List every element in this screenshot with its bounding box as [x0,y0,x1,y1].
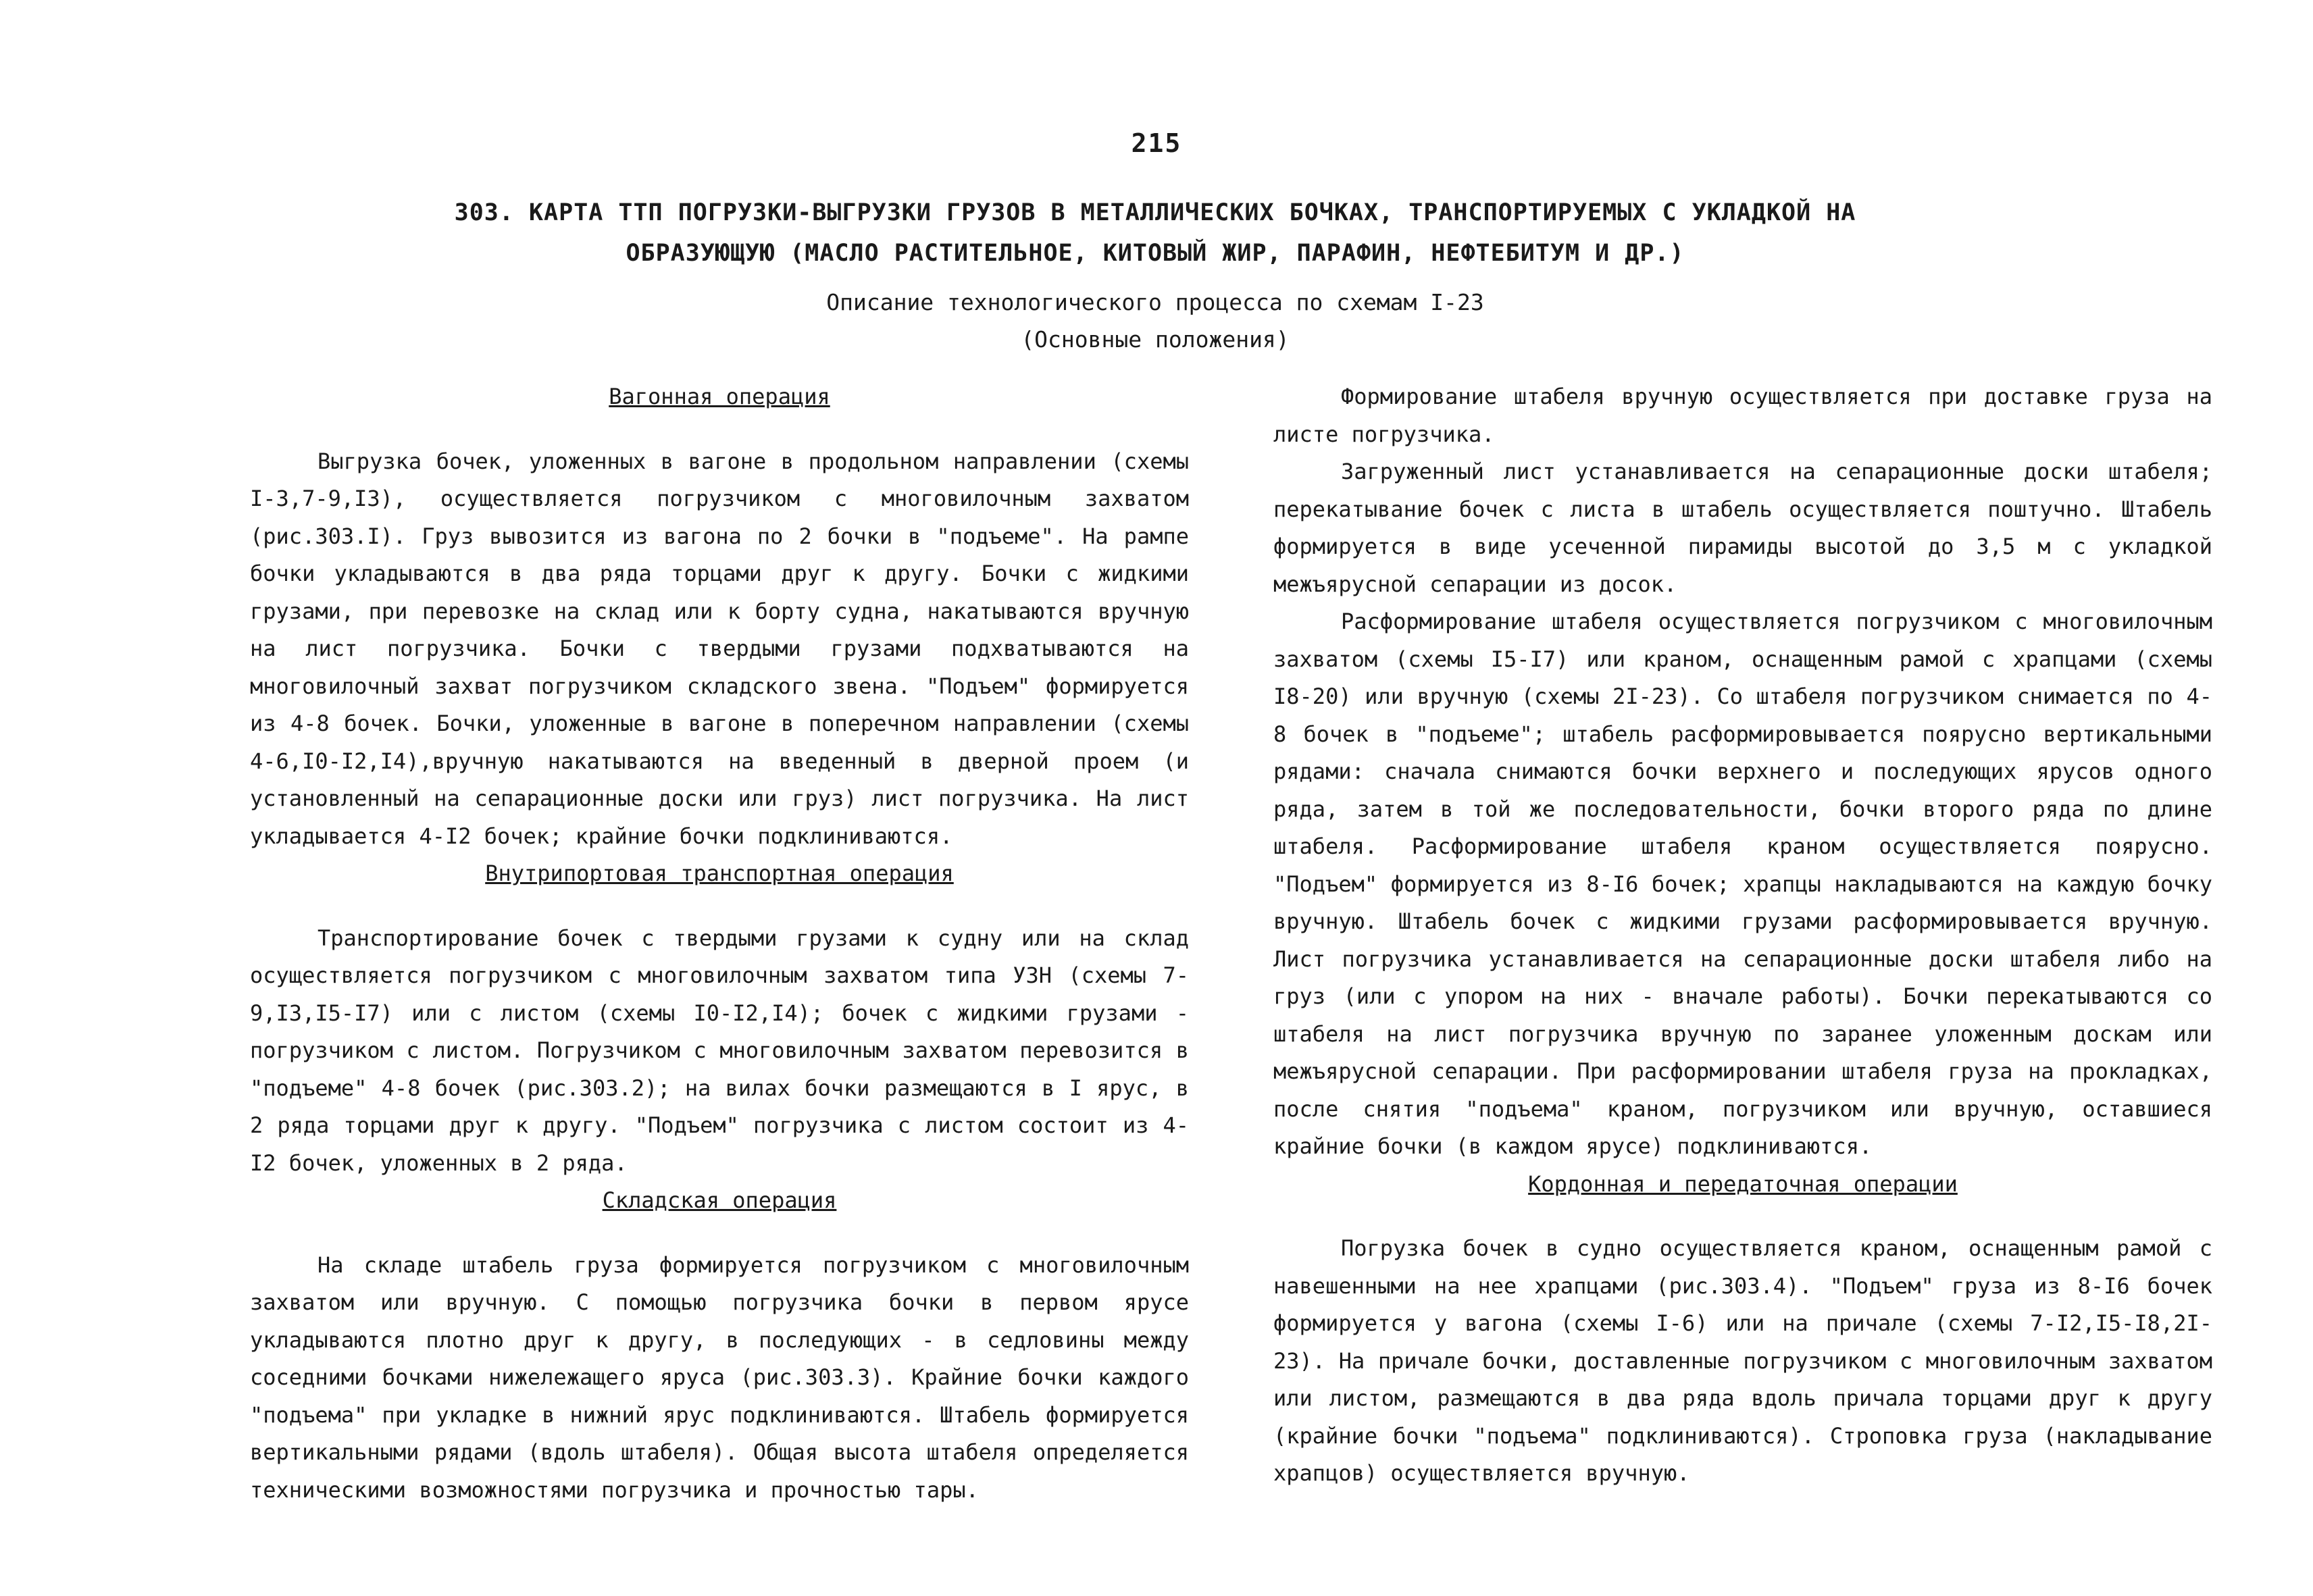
intraport-operation-paragraph: Транспортирование бочек с твердыми грузами к судну или на склад осуществляется погрузчиком с многовилочным захватом типа УЗН (схемы 7-9,I3,I5-I7) или с листом (схемы I0-I2,I4); бочек с жидкими грузами - погрузчиком с листом. Погрузчиком с многовилочным захватом перевозится в "подъеме" 4-8 бочек (рис.303.2); на вилах бочки размещаются в I ярус, в 2 ряда торцами друг к другу. "Подъем" погрузчика с листом состоит из 4-I2 бочек, уложенных в 2 ряда. [250,925,1190,1176]
intraport-operation-heading: Внутрипортовая транспортная операция [485,860,954,886]
document-title [405,192,1905,274]
document-subtitle [608,284,1702,358]
wagon-operation-paragraph: Выгрузка бочек, уложенных в вагоне в продольном направлении (схемы I-3,7-9,I3), осуществляется погрузчиком с многовилочным захватом (рис.303.I). Груз вывозится из вагона по 2 бочки в "подъеме". На рампе бочки укладываются в два ряда торцами друг к другу. Бочки с жидкими грузами, при перевозке на склад или к борту судна, накатываются вручную на лист погрузчика. Бочки с твердыми грузами подхватываются на многовилочный захват погрузчиком складского звена. "Подъем" формируется из 4-8 бочек. Бочки, уложенные в вагоне в поперечном направлении (схемы 4-6,I0-I2,I4),вручную накатываются на введенный в дверной проем (и установленный на сепарационные доски или груз) лист погрузчика. На лист укладывается 4-I2 бочек; крайние бочки подклиниваются. [250,448,1189,849]
cordon-operation-heading: Кордонная и передаточная операции [1528,1170,1958,1197]
title-line-2: ОБРАЗУЮЩУЮ (МАСЛО РАСТИТЕЛЬНОЕ, КИТОВЫЙ ЖИР, ПАРАФИН, НЕФТЕБИТУМ И ДР.) [626,240,1685,267]
warehouse-operation-heading: Складская операция [602,1187,837,1213]
page-number: 215 [1131,128,1182,158]
stack-dismantling-paragraph: Расформирование штабеля осуществляется погрузчиком с многовилочным захватом (схемы I5-I7) или краном, оснащенным рамой с храпцами (схемы I8-20) или вручную (схемы 2I-23). Со штабеля погрузчиком снимается по 4-8 бочек в "подъеме"; штабель расформировывается поярусно вертикальными рядами: сначала снимаются бочки верхнего и последующих ярусов одного ряда, затем в той же последовательности, бочки второго ряда по длине штабеля. Расформирование штабеля краном осуществляется поярусно. "Подъем" формируется из 8-I6 бочек; храпцы накладываются на каждую бочку вручную. Штабель бочек с жидкими грузами расформировывается вручную. Лист погрузчика устанавливается на сепарационные доски штабеля либо на груз (или с упором на них - вначале работы). Бочки перекатываются со штабеля на лист погрузчика вручную по заранее уложенным доскам или межъярусной сепарации. При расформировании штабеля груза на прокладках, после снятия "подъема" краном, погрузчиком или вручную, оставшиеся крайние бочки (в каждом ярусе) подклиниваются. [1273,609,2212,1159]
stack-manual-paragraph: Формирование штабеля вручную осуществляется при доставке груза на листе погрузчика. [1273,384,2212,447]
title-line-1: 303. КАРТА ТТП ПОГРУЗКИ-ВЫГРУЗКИ ГРУЗОВ В МЕТАЛЛИЧЕСКИХ БОЧКАХ, ТРАНСПОРТИРУЕМЫХ С УКЛАДКОЙ НА [454,199,1856,226]
subtitle-line-1: Описание технологического процесса по схемам I-23 [826,289,1484,315]
warehouse-operation-paragraph: На складе штабель груза формируется погрузчиком с многовилочным захватом или вручную. С помощью погрузчика бочки в первом ярусе укладываются плотно друг к другу, в последующих - в седловины между соседними бочками нижележащего яруса (рис.303.3). Крайние бочки каждого "подъема" при укладке в нижний ярус подклиниваются. Штабель формируется вертикальными рядами (вдоль штабеля). Общая высота штабеля определяется техническими возможностями погрузчика и прочностью тары. [250,1252,1189,1503]
right-column [1273,378,2212,1493]
left-column [250,378,1189,1509]
subtitle-line-2: (Основные положения) [1021,326,1290,353]
wagon-operation-heading: Вагонная операция [609,384,830,409]
loaded-sheet-paragraph: Загруженный лист устанавливается на сепарационные доски штабеля; перекатывание бочек с листа в штабель осуществляется поштучно. Штабель формируется в виде усеченной пирамиды высотой до 3,5 м с укладкой межъярусной сепарации из досок. [1273,459,2212,597]
cordon-operation-paragraph: Погрузка бочек в судно осуществляется краном, оснащенным рамой с навешенными на нее храпцами (рис.303.4). "Подъем" груза из 8-I6 бочек формируется у вагона (схемы I-6) или на причале (схемы 7-I2,I5-I8,2I-23). На причале бочки, доставленные погрузчиком с многовилочным захватом или листом, размещаются в два ряда вдоль причала торцами друг к другу (крайние бочки "подъема" подклиниваются). Строповка груза (накладывание храпцов) осуществляется вручную. [1273,1235,2212,1486]
